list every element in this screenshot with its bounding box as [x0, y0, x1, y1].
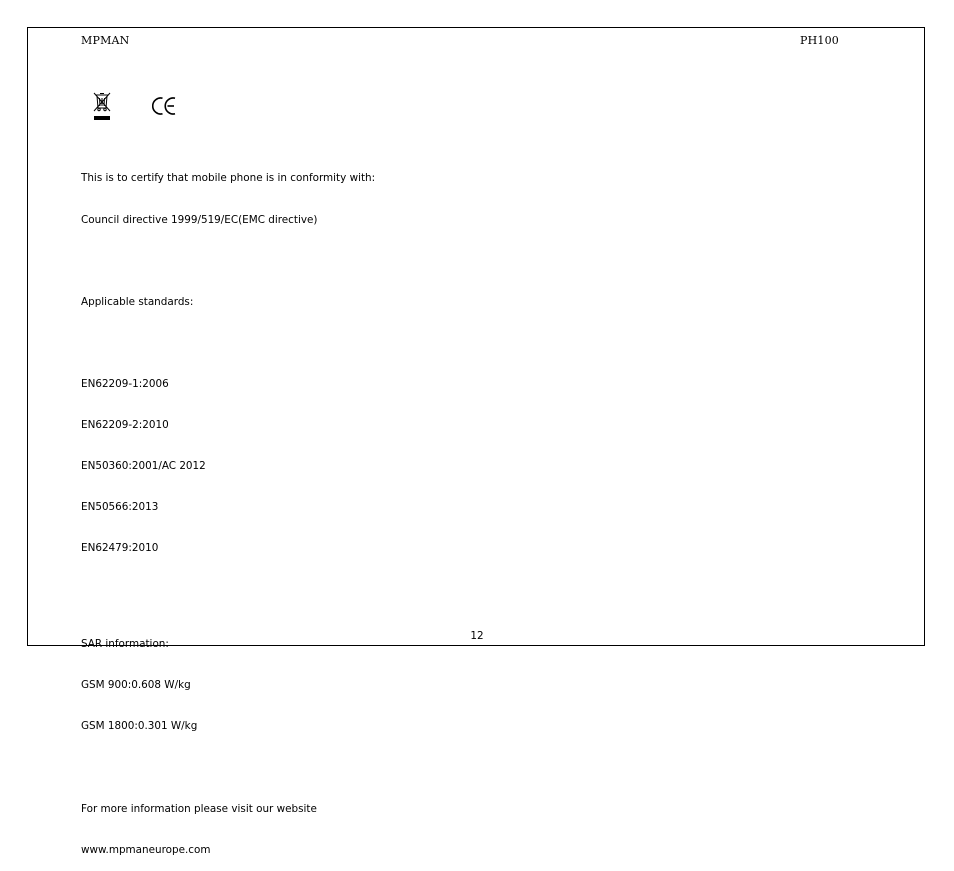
- weee-crossed-bin-icon: [92, 91, 112, 123]
- website-text: www.mpmaneurope.com: [81, 843, 211, 856]
- declaration-text: [81, 145, 375, 871]
- certify-line-1: This is to certify that mobile phone is in conformity with:: [81, 172, 376, 185]
- ce-mark-icon: [152, 96, 178, 116]
- standard-item: EN62209-1:2006: [81, 377, 169, 390]
- standard-item: EN50566:2013: [81, 501, 159, 514]
- certify-line-2: Council directive 1999/519/EC(EMC directive): [81, 213, 318, 226]
- header-brand: MPMAN: [81, 34, 130, 47]
- more-info-text: For more information please visit our website: [81, 802, 317, 815]
- standard-item: EN62209-2:2010: [81, 418, 169, 431]
- header-model: PH100: [800, 34, 839, 47]
- page-number: 12: [470, 630, 484, 642]
- sar-item: GSM 1800:0.301 W/kg: [81, 720, 198, 733]
- standard-item: EN50360:2001/AC 2012: [81, 460, 206, 473]
- sar-item: GSM 900:0.608 W/kg: [81, 679, 191, 692]
- sar-heading: SAR information:: [81, 638, 169, 651]
- standards-heading: Applicable standards:: [81, 295, 194, 308]
- standard-item: EN62479:2010: [81, 542, 159, 555]
